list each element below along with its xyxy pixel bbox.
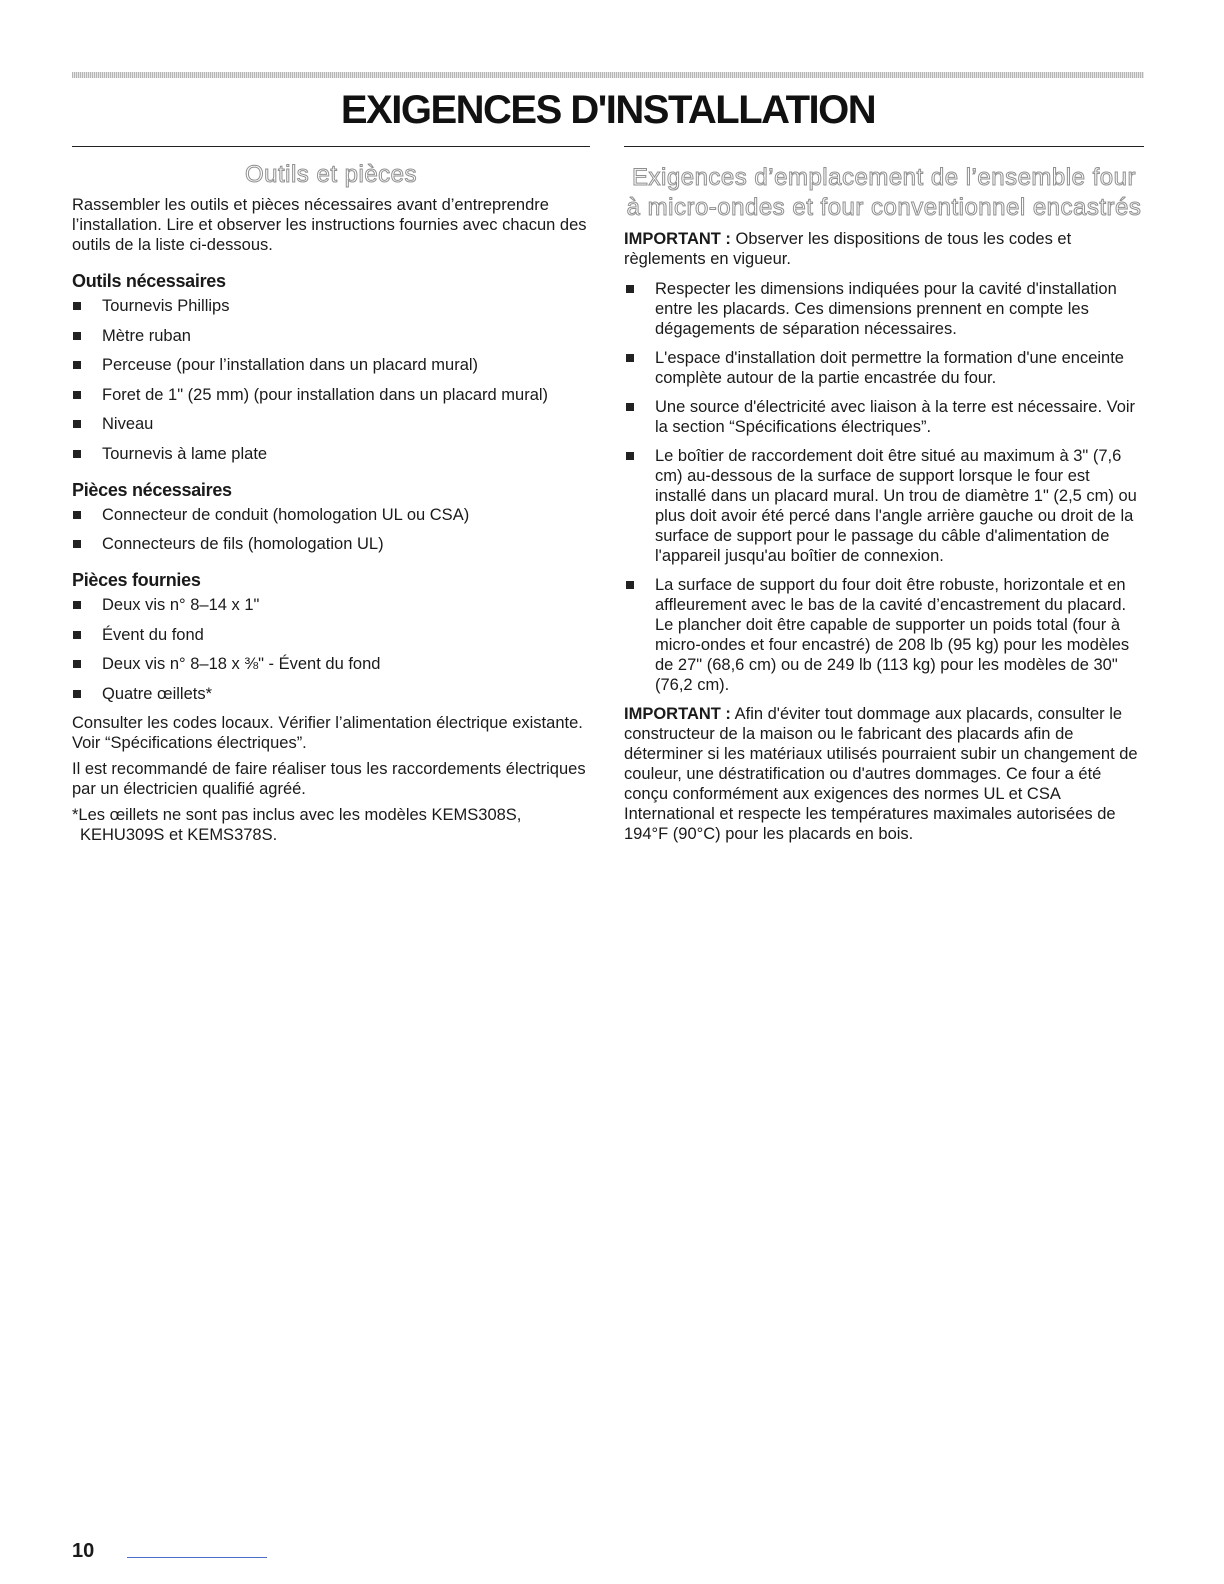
list-item [72,355,590,375]
page-title: EXIGENCES D'INSTALLATION [340,88,876,132]
square-bullet-icon [73,601,81,609]
important-codes-text: Observer les dispositions de tous les codes et règlements en vigueur. [624,230,1072,268]
square-bullet-icon [626,581,634,589]
list-item [624,397,1144,437]
list-item-text: L'espace d'installation doit permettre la formation d'une enceinte complète autour de la partie encastrée du four. [655,349,1124,387]
square-bullet-icon [626,452,634,460]
square-bullet-icon [73,332,81,340]
list-item-text: Respecter les dimensions indiquées pour la cavité d'installation entre les placards. Ces dimensions prennent en compte les dégagements de séparation nécessaires. [655,280,1117,338]
list-item-text: Deux vis n° 8–18 x ⅜" - Évent du fond [102,655,381,673]
list-item [72,444,590,464]
list-item [72,296,590,316]
list-item [72,654,590,674]
square-bullet-icon [73,660,81,668]
square-bullet-icon [73,690,81,698]
left-column-rule [72,146,590,147]
tools-list [72,296,590,464]
right-column-rule [624,146,1144,147]
page-number: 10 [72,1540,95,1562]
header-rule [72,72,1144,78]
list-item [72,505,590,525]
list-item [72,326,590,346]
list-item [72,414,590,434]
grommets-footnote: *Les œillets ne sont pas inclus avec les modèles KEMS308S, KEHU309S et KEMS378S. [72,806,522,844]
left-column [72,146,590,851]
list-item [624,279,1144,339]
list-item [72,534,590,554]
section-title-location-requirements: Exigences d’emplacement de l’ensemble four à micro-ondes et four conventionnel encastrés [626,164,1142,221]
section-title-tools-parts: Outils et pièces [244,161,418,188]
list-item-text: Tournevis à lame plate [102,444,268,463]
list-item [72,385,590,405]
square-bullet-icon [626,403,634,411]
important-codes-paragraph [624,229,1144,269]
list-item-text: Foret de 1" (25 mm) (pour installation dans un placard mural) [102,385,549,404]
list-item-text: Le boîtier de raccordement doit être situé au maximum à 3" (7,6 cm) au-dessous de la surface de support lorsque le four est installé dans un placard mural. Un trou de diamètre 1" (2,5 cm) ou plus doit avoir été percé dans l'angle arrière gauche ou droit de la surface de support pour le passage du câble d'alimentation de l'appareil jusqu'au boîtier de connexion. [655,447,1137,565]
square-bullet-icon [626,285,634,293]
list-item-text: Évent du fond [102,625,204,644]
list-item-text: Tournevis Phillips [102,297,230,315]
list-item-text: Connecteurs de fils (homologation UL) [102,535,384,553]
important-label: IMPORTANT : [624,705,731,723]
list-item [624,348,1144,388]
list-item [624,575,1144,695]
list-item-text: Mètre ruban [102,326,191,345]
intro-paragraph: Rassembler les outils et pièces nécessaires avant d’entreprendre l’installation. Lire et observer les instructions fournies avec chacun des outils de la liste ci-dessous. [72,196,587,254]
list-item-text: Perceuse (pour l’installation dans un placard mural) [102,356,479,374]
right-column [624,146,1144,850]
parts-list [72,505,590,555]
important-cabinets-paragraph [624,704,1144,844]
list-item [624,446,1144,566]
list-item-text: Niveau [102,415,154,433]
square-bullet-icon [73,302,81,310]
tools-heading: Outils nécessaires [72,271,226,291]
important-label: IMPORTANT : [624,230,731,248]
square-bullet-icon [73,420,81,428]
supplied-parts-list [72,595,590,704]
list-item-text: Connecteur de conduit (homologation UL ou CSA) [102,505,470,524]
square-bullet-icon [73,511,81,519]
list-item-text: Deux vis n° 8–14 x 1" [102,596,260,614]
square-bullet-icon [73,391,81,399]
list-item [72,684,590,704]
list-item-text: Une source d'électricité avec liaison à la terre est nécessaire. Voir la section “Spécifications électriques”. [655,398,1136,436]
important-cabinets-text: Afin d'éviter tout dommage aux placards, consulter le constructeur de la maison ou le fabricant des placards afin de déterminer si les matériaux utilisés pourraient subir un changement de couleur, une déstratification ou d'autres dommages. Ce four a été conçu conformément aux exigences des normes UL et CSA International et respecte les températures maximales autorisées de 194°F (90°C) pour les placards en bois. [624,705,1138,843]
list-item [72,595,590,615]
list-item [72,625,590,645]
list-item-text: Quatre œillets* [102,684,213,703]
list-item-text: La surface de support du four doit être robuste, horizontale et en affleurement avec le bas de la cavité d’encastrement du placard. Le plancher doit être capable de supporter un poids total (four à micro-ondes et four encastré) de 208 lb (95 kg) pour les modèles de 27" (68,6 cm) ou de 249 lb (113 kg) pour les modèles de 30" (76,2 cm). [655,576,1130,694]
supplied-parts-heading: Pièces fournies [72,570,201,590]
square-bullet-icon [626,354,634,362]
square-bullet-icon [73,631,81,639]
square-bullet-icon [73,361,81,369]
location-requirements-list [624,279,1144,695]
square-bullet-icon [73,450,81,458]
electrician-note: Il est recommandé de faire réaliser tous les raccordements électriques par un électricien qualifié agréé. [72,760,586,798]
footer-rule [127,1557,267,1558]
square-bullet-icon [73,540,81,548]
parts-heading: Pièces nécessaires [72,479,232,500]
local-codes-note: Consulter les codes locaux. Vérifier l’alimentation électrique existante. Voir “Spécifications électriques”. [72,714,583,752]
